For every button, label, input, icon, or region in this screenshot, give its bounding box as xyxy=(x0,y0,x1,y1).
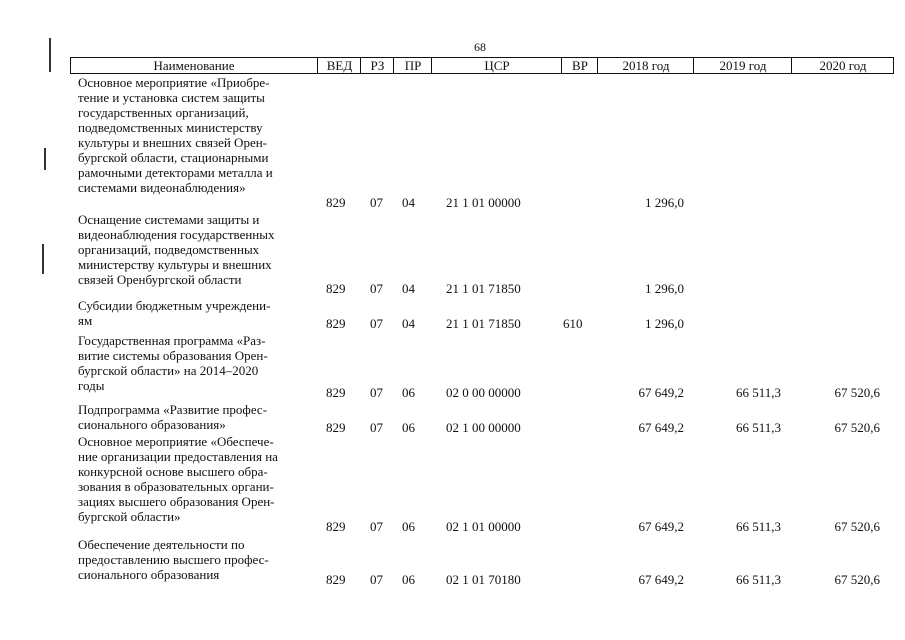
row-csr: 02 1 01 70180 xyxy=(446,572,521,587)
row-2018: 1 296,0 xyxy=(645,195,684,210)
row-2019: 66 511,3 xyxy=(735,519,781,534)
scan-mark xyxy=(49,38,51,72)
table-row xyxy=(78,212,898,296)
table-row xyxy=(78,402,898,435)
row-name: Обеспечение деятельности по предоставлению высшего профес- сионального образования xyxy=(78,537,269,582)
scan-mark xyxy=(42,244,44,274)
row-csr: 21 1 01 71850 xyxy=(446,281,521,296)
row-ved: 829 xyxy=(326,195,346,210)
row-name: Государственная программа «Раз- витие системы образования Орен- бургской области» на 2014–2020 годы xyxy=(78,333,268,393)
header-rz: РЗ xyxy=(360,58,394,73)
header-2018: 2018 год xyxy=(597,58,694,73)
header-2020: 2020 год xyxy=(791,58,894,73)
row-pr: 04 xyxy=(402,316,415,331)
row-rz: 07 xyxy=(370,572,383,587)
row-rz: 07 xyxy=(370,281,383,296)
table-row xyxy=(78,434,898,534)
row-2019: 66 511,3 xyxy=(735,420,781,435)
row-ved: 829 xyxy=(326,420,346,435)
row-csr: 21 1 01 00000 xyxy=(446,195,521,210)
scan-mark xyxy=(44,148,46,170)
row-pr: 04 xyxy=(402,195,415,210)
table-row xyxy=(78,75,898,210)
row-rz: 07 xyxy=(370,519,383,534)
row-ved: 829 xyxy=(326,519,346,534)
row-2018: 67 649,2 xyxy=(638,385,684,400)
row-2020: 67 520,6 xyxy=(834,572,880,587)
row-name: Оснащение системами защиты и видеонаблюдения государственных организаций, подведомственных министерству культуры и внешних связей Оренбургской области xyxy=(78,212,275,287)
row-csr: 02 0 00 00000 xyxy=(446,385,521,400)
row-2019: 66 511,3 xyxy=(735,572,781,587)
header-ved: ВЕД xyxy=(317,58,361,73)
row-pr: 06 xyxy=(402,572,415,587)
row-ved: 829 xyxy=(326,281,346,296)
header-2019: 2019 год xyxy=(693,58,792,73)
row-vr: 610 xyxy=(563,316,583,331)
table-row xyxy=(78,537,898,587)
row-2020: 67 520,6 xyxy=(834,519,880,534)
row-name: Субсидии бюджетным учреждени- ям xyxy=(78,298,271,328)
row-2020: 67 520,6 xyxy=(834,420,880,435)
row-csr: 21 1 01 71850 xyxy=(446,316,521,331)
header-pr: ПР xyxy=(393,58,432,73)
row-ved: 829 xyxy=(326,316,346,331)
row-name: Подпрограмма «Развитие профес- сионального образования» xyxy=(78,402,268,432)
row-csr: 02 1 00 00000 xyxy=(446,420,521,435)
row-pr: 06 xyxy=(402,385,415,400)
header-csr: ЦСР xyxy=(431,58,562,73)
row-2018: 67 649,2 xyxy=(638,519,684,534)
header-vr: ВР xyxy=(561,58,598,73)
row-ved: 829 xyxy=(326,572,346,587)
row-name: Основное мероприятие «Приобре- тение и установка систем защиты государственных организаций, подведомственных министерству культуры и внешних связей Орен- бургской области, стационарными рамочными детекторами металла и системами видеонаблюдения» xyxy=(78,75,273,195)
row-rz: 07 xyxy=(370,316,383,331)
row-2018: 67 649,2 xyxy=(638,420,684,435)
table-row xyxy=(78,333,898,400)
row-csr: 02 1 01 00000 xyxy=(446,519,521,534)
row-rz: 07 xyxy=(370,385,383,400)
row-2020: 67 520,6 xyxy=(834,385,880,400)
row-name: Основное мероприятие «Обеспече- ние организации предоставления на конкурсной основе высшего обра- зования в образовательных органи- зациях высшего образования Орен- бургской области» xyxy=(78,434,278,524)
header-name: Наименование xyxy=(153,58,235,73)
row-ved: 829 xyxy=(326,385,346,400)
table-row xyxy=(78,298,898,331)
row-pr: 06 xyxy=(402,420,415,435)
row-2018: 67 649,2 xyxy=(638,572,684,587)
row-pr: 06 xyxy=(402,519,415,534)
table-header xyxy=(70,57,894,74)
row-2018: 1 296,0 xyxy=(645,316,684,331)
page-number: 68 xyxy=(474,40,486,54)
row-2019: 66 511,3 xyxy=(735,385,781,400)
row-rz: 07 xyxy=(370,420,383,435)
row-2018: 1 296,0 xyxy=(645,281,684,296)
row-pr: 04 xyxy=(402,281,415,296)
row-rz: 07 xyxy=(370,195,383,210)
